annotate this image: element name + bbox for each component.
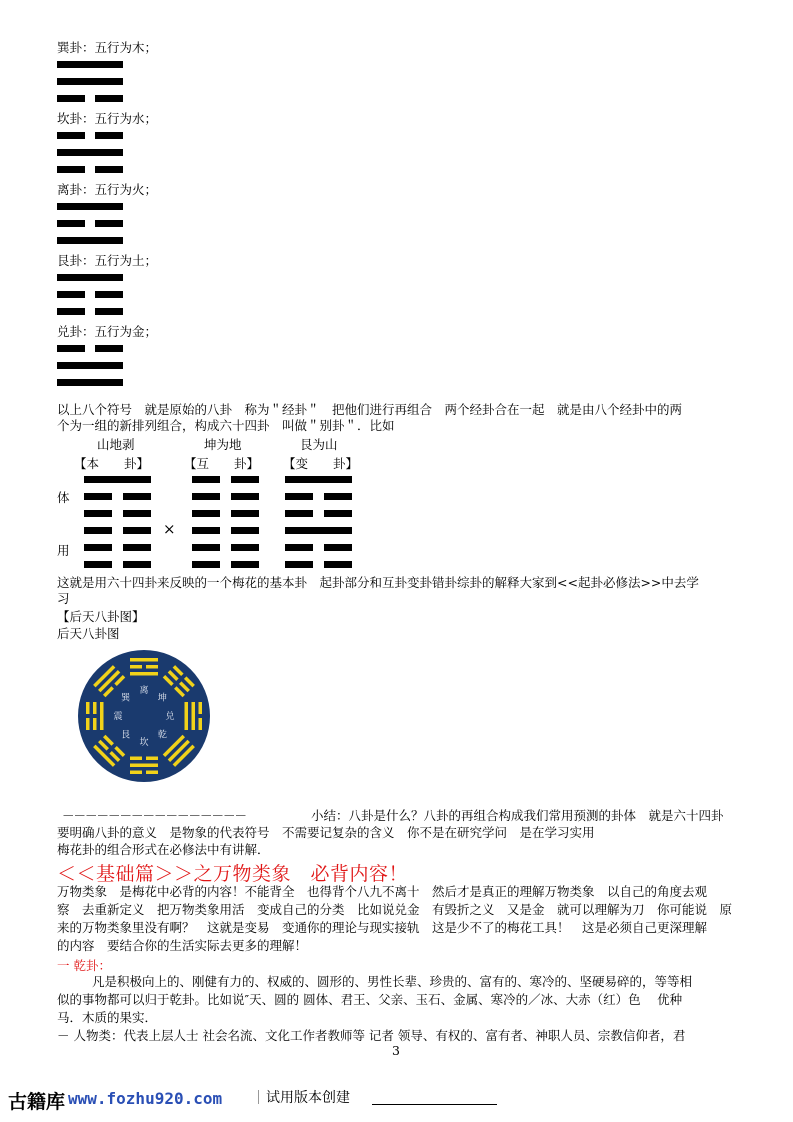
- trigram-label: 坎卦：五行为水；: [57, 111, 158, 126]
- hexagram-yang-line: [84, 476, 151, 483]
- hexagram-yin-line: [84, 561, 112, 568]
- para2-line1: 这就是用六十四卦来反映的一个梅花的基本卦 起卦部分和互卦变卦错卦综卦的解释大家到<<起卦必修法>>中去学: [57, 575, 699, 590]
- footer-underline: [372, 1104, 497, 1105]
- summary-line3: 梅花卦的组合形式在必修法中有讲解．: [57, 842, 270, 857]
- intro-line1: 万物类象 是梅花中必背的内容！不能背全 也得背个八九不离十 然后才是真正的理解万物类象 以自己的角度去观: [57, 884, 708, 899]
- yong-label: 用: [57, 543, 70, 558]
- hexagram-yin-line: [84, 493, 112, 500]
- hexagram-yin-line: [192, 561, 220, 568]
- footer-logo: 古籍库: [8, 1091, 66, 1113]
- hexagram-yang-line: [285, 527, 352, 534]
- bagua-char: 巽: [121, 693, 131, 704]
- yin-line: [57, 95, 85, 102]
- qian-line2: 似的事物都可以归于乾卦。比如说″天、圆的 圆体、君王、父亲、玉石、金属、寒冷的／冰、大赤（红）色 优种: [57, 992, 683, 1007]
- summary-line1: 小结：八卦是什么？八卦的再组合构成我们常用预测的卦体 就是六十四卦: [311, 808, 724, 823]
- hexagram-yin-line: [231, 510, 259, 517]
- hexagram-yin-line: [123, 510, 151, 517]
- yin-line: [57, 345, 85, 352]
- footer-divider: [258, 1090, 259, 1104]
- yin-line: [95, 132, 123, 139]
- bagua-trigram-line: [130, 764, 158, 768]
- yang-line: [57, 274, 123, 281]
- hexagram-yin-line: [123, 493, 151, 500]
- bagua-trigram-line: [185, 702, 189, 730]
- cross-symbol: ×: [163, 520, 176, 538]
- yin-line: [95, 345, 123, 352]
- yang-line: [57, 149, 123, 156]
- summary-dashes: －－－－－－－－－－－－－－－－: [62, 808, 247, 823]
- yin-line: [57, 308, 85, 315]
- intro-line3: 来的万物类象里没有啊？ 这就是变易 变通你的理论与现实接轨 这是少不了的梅花工具！ 这是必须自己更深理解: [57, 920, 708, 935]
- hexagram-yin-line: [84, 510, 112, 517]
- hexagram-yin-line: [84, 544, 112, 551]
- yin-line: [95, 220, 123, 227]
- houtian-bagua-image: [76, 648, 212, 784]
- houtian-bracket: 【后天八卦图】: [57, 609, 145, 624]
- hexagram-yin-line: [324, 493, 352, 500]
- hexagram-yin-line: [285, 544, 313, 551]
- hexagram-yin-line: [285, 510, 313, 517]
- hexagram-yin-line: [231, 561, 259, 568]
- para2-line2: 习: [57, 591, 70, 606]
- yin-line: [95, 166, 123, 173]
- yin-line: [95, 95, 123, 102]
- hexagram-yin-line: [231, 544, 259, 551]
- hexagram-yin-line: [192, 527, 220, 534]
- hexagram-yin-line: [285, 493, 313, 500]
- hexagram-yin-line: [192, 476, 220, 483]
- hexagram-yin-line: [231, 476, 259, 483]
- bagua-trigram-line: [192, 702, 196, 730]
- trigram-label: 巽卦：五行为木；: [57, 40, 158, 55]
- hexagram-head-hu: 【互 卦】: [184, 456, 260, 471]
- bagua-trigram-line: [130, 672, 158, 676]
- hexagram-head-ben: 【本 卦】: [74, 456, 150, 471]
- bagua-char: 兑: [165, 712, 175, 722]
- yin-line: [57, 166, 85, 173]
- section-title: ＜＜基础篇＞＞之万物类象 必背内容！: [57, 863, 409, 885]
- yin-line: [95, 308, 123, 315]
- qian-line3: 马．木质的果实．: [57, 1010, 158, 1025]
- hexagram-yin-line: [192, 544, 220, 551]
- page-number: 3: [392, 1043, 400, 1058]
- hexagram-yin-line: [324, 510, 352, 517]
- hexagram-yin-line: [231, 493, 259, 500]
- hexagram-name-ben: 山地剥: [97, 437, 135, 452]
- hexagram-yin-line: [231, 527, 259, 534]
- ti-label: 体: [57, 490, 70, 505]
- bagua-char: 震: [113, 712, 123, 722]
- hexagram-yin-line: [192, 510, 220, 517]
- hexagram-yin-line: [123, 544, 151, 551]
- hexagram-yin-line: [192, 493, 220, 500]
- houtian-title: 后天八卦图: [57, 626, 120, 641]
- yin-line: [57, 291, 85, 298]
- bagua-char: 坎: [139, 738, 149, 748]
- yin-line: [95, 291, 123, 298]
- yang-line: [57, 362, 123, 369]
- footer-trial: 试用版本创建: [266, 1090, 350, 1106]
- trigram-label: 兑卦：五行为金；: [57, 324, 158, 339]
- qian-line1: 凡是积极向上的、刚健有力的、权威的、圆形的、男性长辈、珍贵的、富有的、寒冷的、坚硬易碎的，等等相: [92, 974, 693, 989]
- hexagram-yin-line: [324, 561, 352, 568]
- hexagram-name-hu: 坤为地: [204, 437, 242, 452]
- bagua-char: 坤: [157, 693, 167, 704]
- hexagram-head-bian: 【变 卦】: [283, 456, 359, 471]
- yin-line: [57, 132, 85, 139]
- bagua-trigram-line: [130, 658, 158, 662]
- bagua-char: 离: [139, 686, 149, 696]
- hexagram-yang-line: [285, 476, 352, 483]
- trigram-label: 艮卦：五行为土；: [57, 253, 158, 268]
- hexagram-yin-line: [123, 527, 151, 534]
- intro-line2: 察 去重新定义 把万物类象用活 变成自己的分类 比如说兑金 有毁折之义 又是金 就可以理解为刀 你可能说 原: [57, 902, 733, 917]
- yin-line: [57, 220, 85, 227]
- yang-line: [57, 61, 123, 68]
- bagua-trigram-line: [100, 702, 104, 730]
- bagua-char: 乾: [157, 730, 167, 741]
- trigram-label: 离卦：五行为火；: [57, 182, 158, 197]
- yang-line: [57, 237, 123, 244]
- hexagram-yin-line: [324, 544, 352, 551]
- yang-line: [57, 78, 123, 85]
- intro-line4: 的内容 要结合你的生活实际去更多的理解！: [57, 938, 308, 953]
- summary-line2: 要明确八卦的意义 是物象的代表符号 不需要记复杂的含义 你不是在研究学问 是在学习实用: [57, 825, 595, 840]
- qian-line4: － 人物类：代表上层人士 社会名流、文化工作者教师等 记者 领导、有权的、富有者、神职人员、宗教信仰者，君: [57, 1028, 686, 1043]
- qian-heading: 一 乾卦：: [57, 958, 111, 973]
- yang-line: [57, 203, 123, 210]
- bagua-char: 艮: [121, 730, 131, 741]
- hexagram-yin-line: [84, 527, 112, 534]
- hexagram-yin-line: [285, 561, 313, 568]
- para1-line1: 以上八个符号 就是原始的八卦 称为＂经卦＂ 把他们进行再组合 两个经卦合在一起 就是由八个经卦中的两: [57, 402, 683, 417]
- hexagram-name-bian: 艮为山: [300, 437, 338, 452]
- para1-line2: 个为一组的新排列组合，构成六十四卦 叫做＂别卦＂．比如: [57, 418, 395, 433]
- hexagram-yin-line: [123, 561, 151, 568]
- yang-line: [57, 379, 123, 386]
- footer-url[interactable]: www.fozhu920.com: [68, 1089, 223, 1108]
